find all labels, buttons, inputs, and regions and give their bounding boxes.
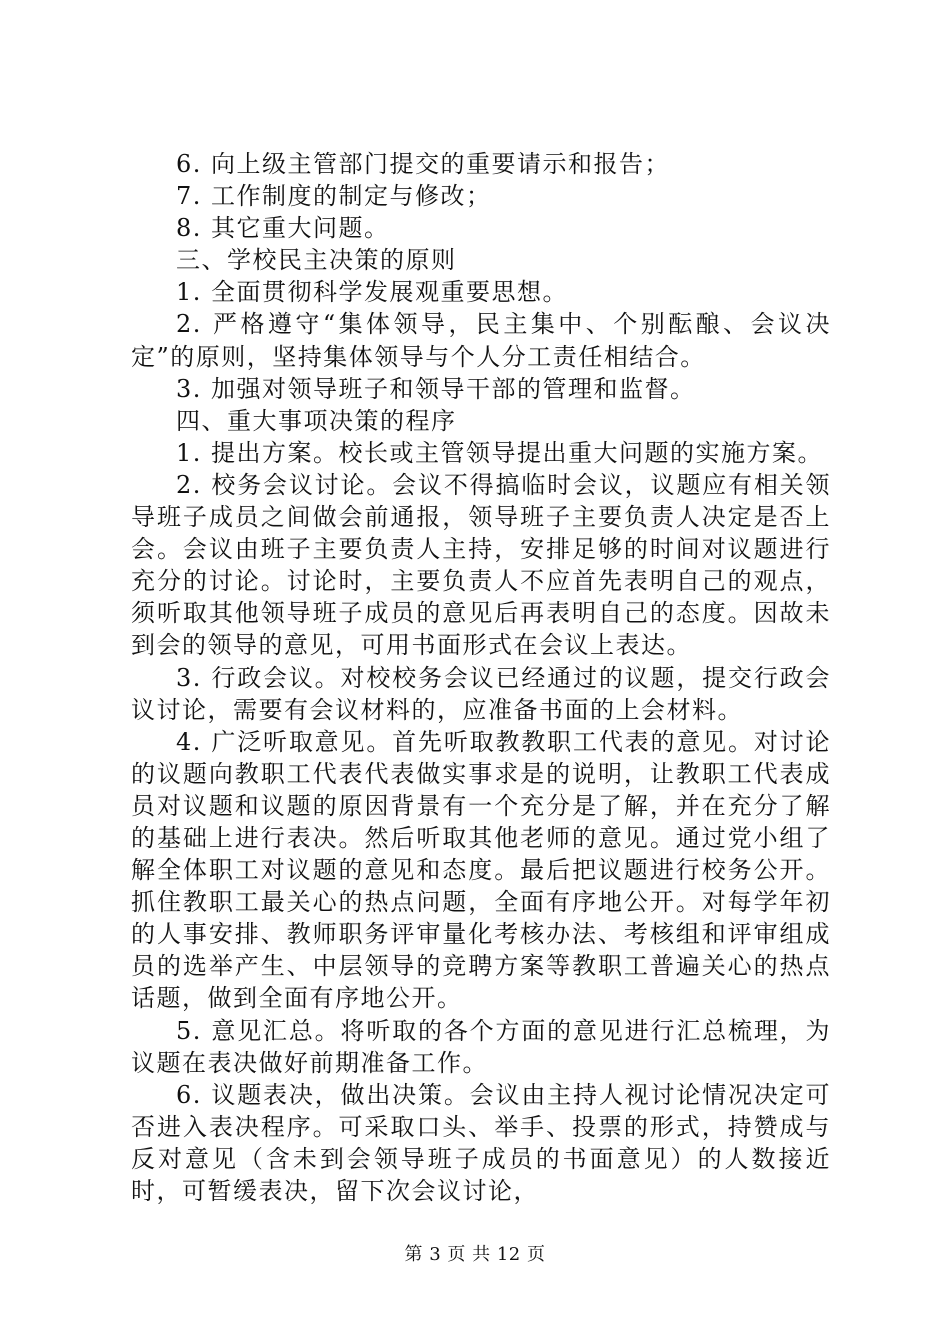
list-item: 5. 意见汇总。将听取的各个方面的意见进行汇总梳理，为议题在表决做好前期准备工作。: [131, 1016, 831, 1077]
section-heading: 四、重大事项决策的程序: [176, 406, 457, 435]
list-item: 6. 向上级主管部门提交的重要请示和报告；: [176, 150, 671, 178]
list-item: 3. 加强对领导班子和领导干部的管理和监督。: [176, 374, 696, 403]
list-item: 8. 其它重大问题。: [176, 214, 390, 243]
list-item: 2. 校务会议讨论。会议不得搞临时会议，议题应有相关领导班子成员之间做会前通报，领导班子主要负责人决定是否上会。会议由班子主要负责人主持，安排足够的时间对议题进行充分的讨论。讨论时，主要负责人不应首先表明自己的观点，须听取其他领导班子成员的意见后再表明自己的态度。因故未到会的领导的意见，可用书面形式在会议上表达。: [131, 470, 831, 660]
list-item: 2. 严格遵守“集体领导，民主集中、个别酝酿、会议决定”的原则，坚持集体领导与个人分工责任相结合。: [131, 310, 831, 371]
list-item: 1. 提出方案。校长或主管领导提出重大问题的实施方案。: [176, 438, 824, 467]
document-body: [131, 148, 831, 1207]
list-item: 6. 议题表决，做出决策。会议由主持人视讨论情况决定可否进入表决程序。可采取口头、举手、投票的形式，持赞成与反对意见（含未到会领导班子成员的书面意见）的人数接近时，可暂缓表决，留下次会议讨论，: [131, 1080, 831, 1205]
list-item: 3. 行政会议。对校校务会议已经通过的议题，提交行政会议讨论，需要有会议材料的，应准备书面的上会材料。: [131, 663, 831, 724]
page-number: 第 3 页 共 12 页: [404, 1244, 546, 1265]
list-item: 7. 工作制度的制定与修改；: [176, 182, 492, 211]
list-item: 4. 广泛听取意见。首先听取教教职工代表的意见。对讨论的议题向教职工代表代表做实事求是的说明，让教职工代表成员对议题和议题的原因背景有一个充分是了解，并在充分了解的基础上进行表决。然后听取其他老师的意见。通过党小组了解全体职工对议题的意见和态度。最后把议题进行校务公开。抓住教职工最关心的热点问题，全面有序地公开。对每学年初的人事安排、教师职务评审量化考核办法、考核组和评审组成员的选举产生、中层领导的竞聘方案等教职工普遍关心的热点话题，做到全面有序地公开。: [131, 727, 831, 1013]
section-heading: 三、学校民主决策的原则: [176, 246, 457, 275]
list-item: 1. 全面贯彻科学发展观重要思想。: [176, 278, 569, 307]
